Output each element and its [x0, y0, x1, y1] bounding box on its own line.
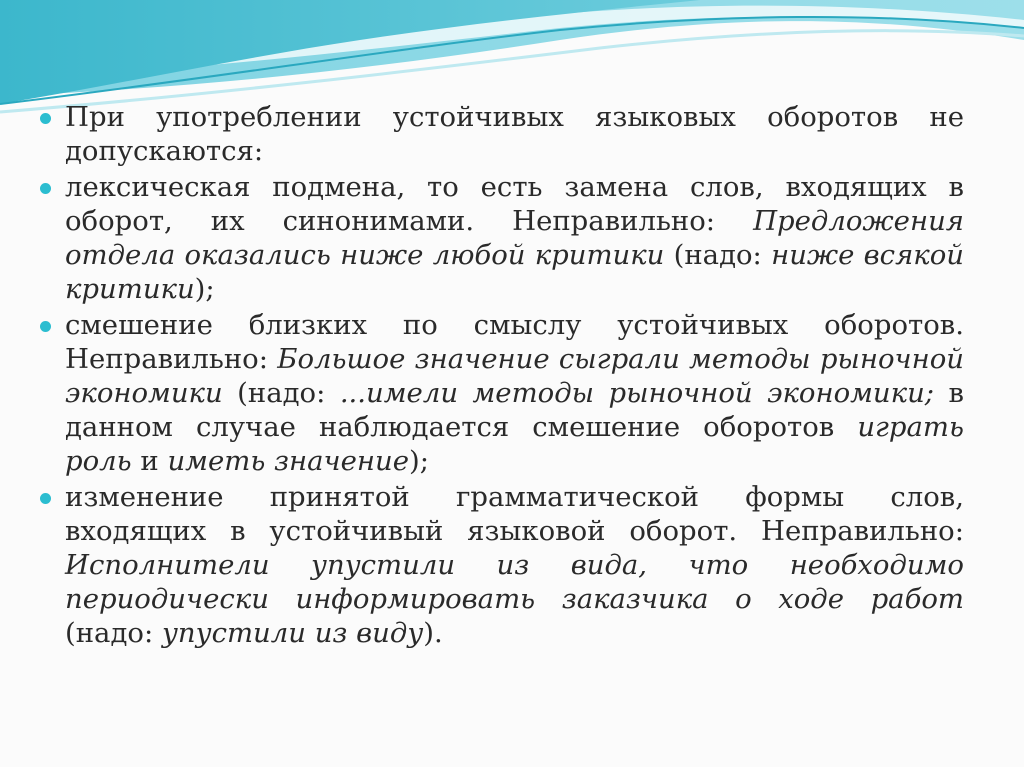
example-text: играть роль [65, 411, 964, 477]
body-text: смешение близких по смыслу устойчивых оборотов. Неправильно: [65, 309, 964, 375]
body-text: и [131, 445, 168, 477]
body-text: (надо: [222, 377, 340, 409]
body-text: ); [409, 445, 430, 477]
example-text: ниже всякой критики [65, 239, 964, 305]
body-text: (надо: [664, 239, 772, 271]
bullet-dot-icon [40, 113, 51, 124]
bullet-item [40, 480, 964, 650]
slide-content [40, 100, 964, 652]
bullet-item [40, 308, 964, 478]
example-text: Большое значение сыграли методы рыночной экономики [65, 343, 964, 409]
bullet-list [40, 100, 964, 650]
example-text: упустили из виду [161, 617, 424, 649]
body-text: лексическая подмена, то есть замена слов, входящих в оборот, их синонимами. Неправильно: [65, 171, 964, 237]
bullet-item [40, 100, 964, 168]
example-text: Предложения отдела оказались ниже любой критики [65, 205, 964, 271]
body-text: (надо: [65, 617, 162, 649]
body-text: При употреблении устойчивых языковых оборотов не допускаются: [65, 101, 964, 167]
example-text: Исполнители упустили из вида, что необходимо периодически информировать заказчика о ходе работ [65, 549, 964, 615]
bullet-item [40, 170, 964, 306]
example-text: ...имели методы рыночной экономики; [339, 377, 935, 409]
bullet-dot-icon [40, 183, 51, 194]
bullet-dot-icon [40, 321, 51, 332]
body-text: ). [423, 617, 443, 649]
body-text: в данном случае наблюдается смешение оборотов [65, 377, 964, 443]
body-text: ); [194, 273, 215, 305]
example-text: иметь значение [167, 445, 410, 477]
body-text: изменение принятой грамматической формы слов, входящих в устойчивый языковой оборот. Неправильно: [65, 481, 964, 547]
bullet-dot-icon [40, 493, 51, 504]
